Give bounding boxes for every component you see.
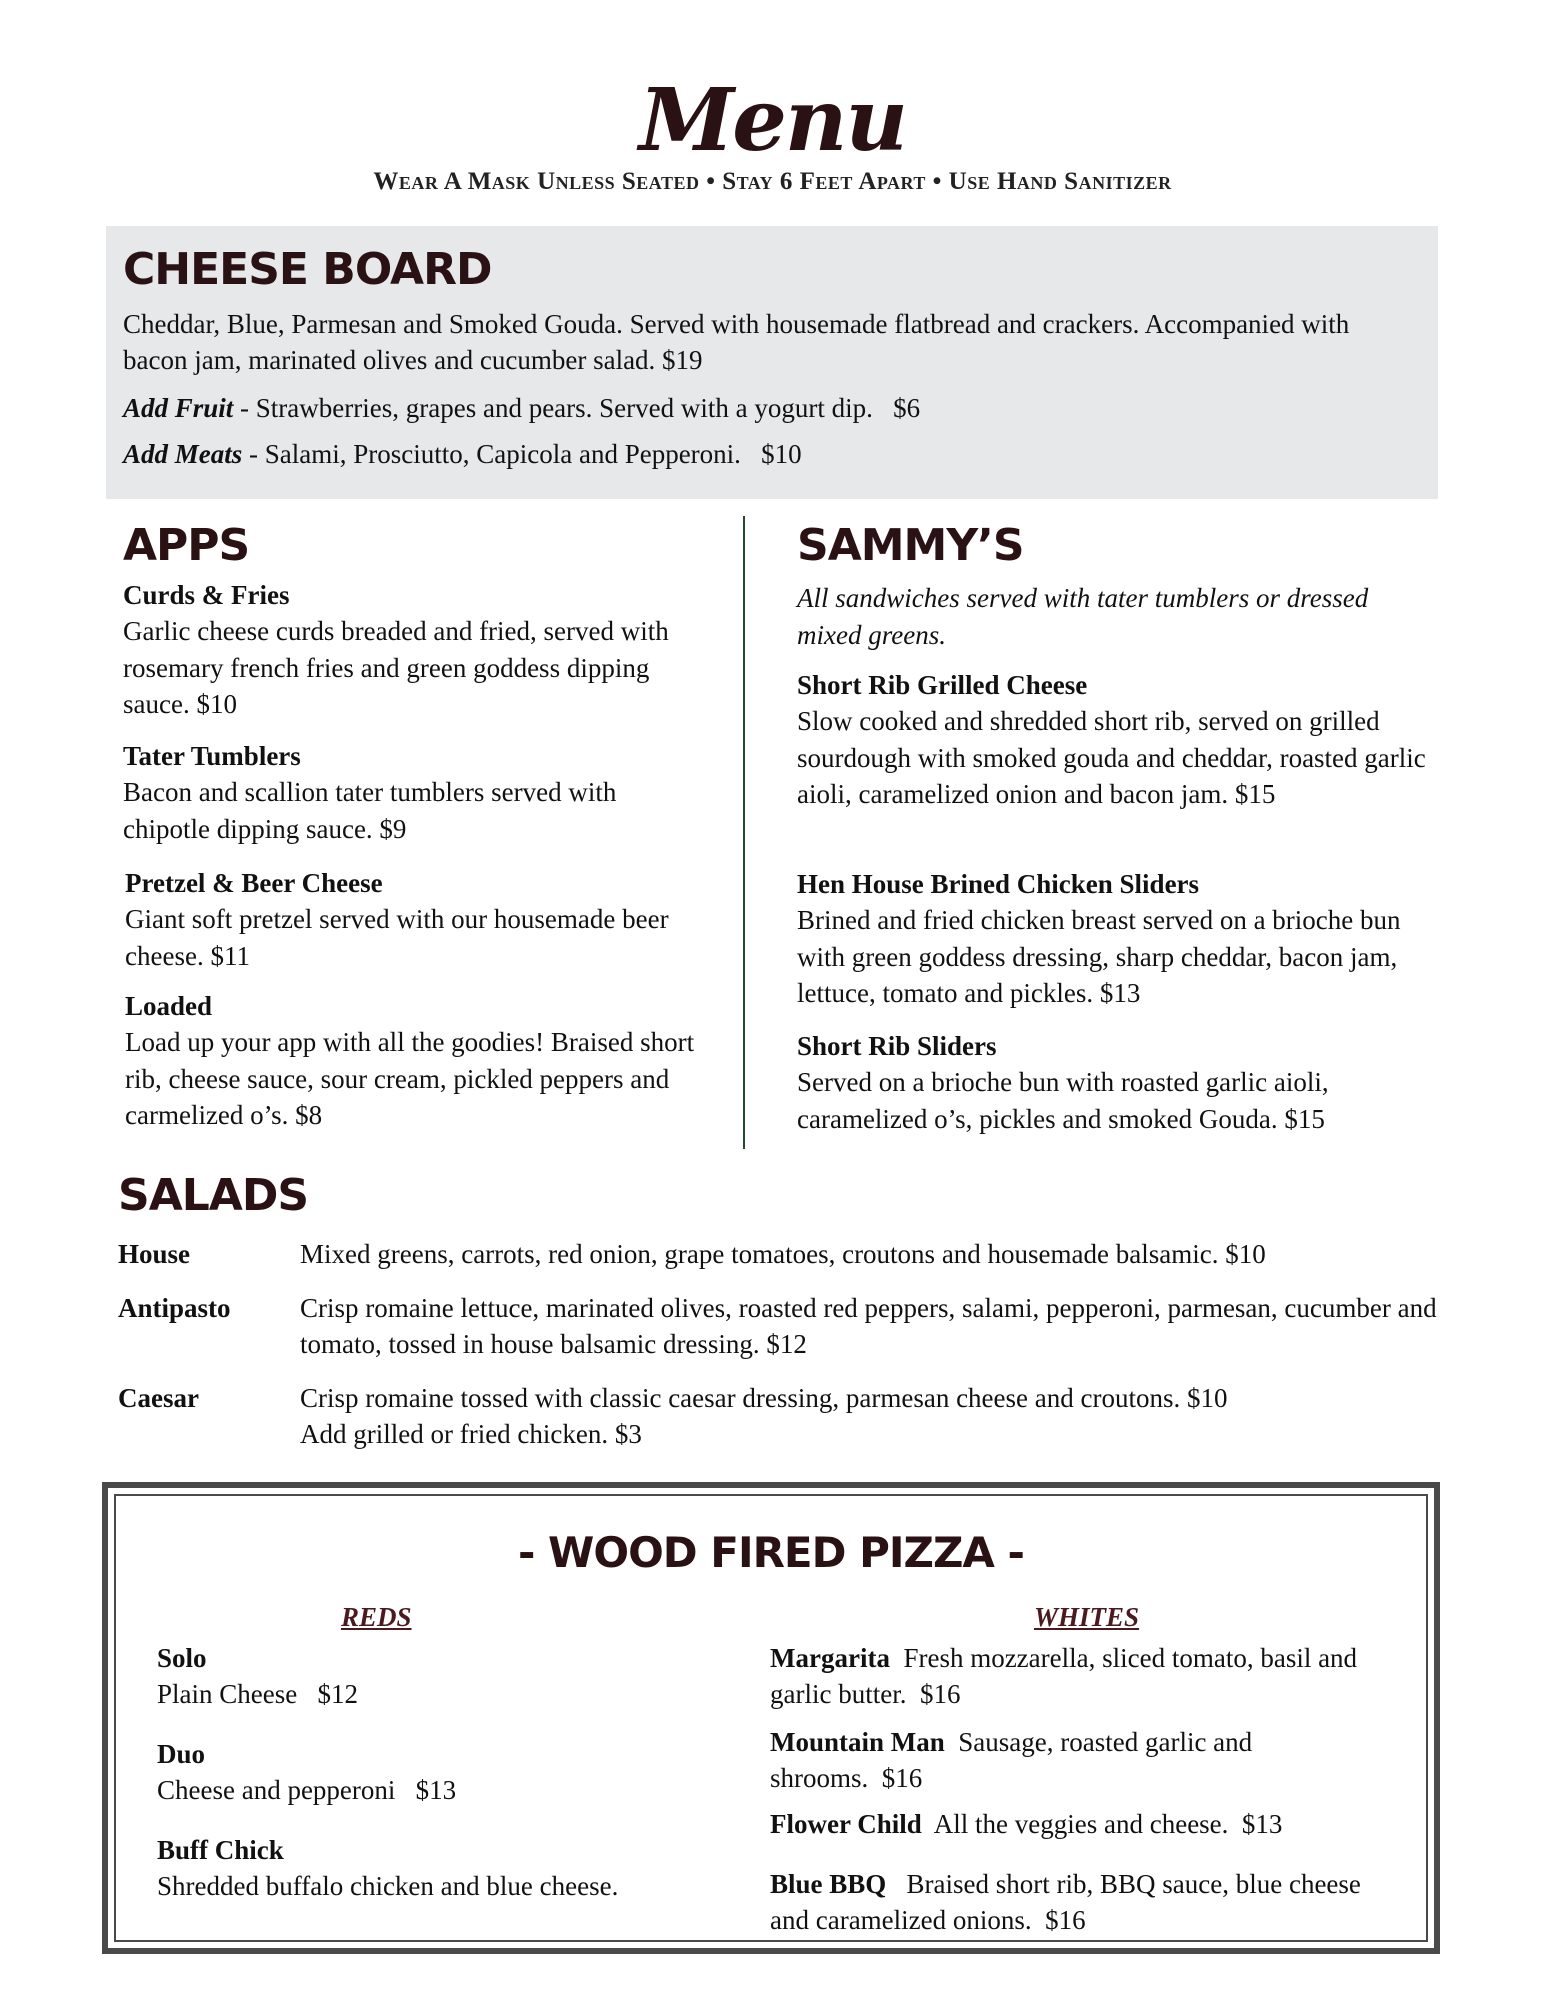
sammys-note: All sandwiches served with tater tumblers or dressed mixed greens.: [797, 583, 1369, 650]
pizza-item-white: [770, 1806, 1390, 1842]
salads-section: [118, 1170, 1448, 1449]
sammy-item-desc: Slow cooked and shredded short rib, served on grilled sourdough with smoked gouda and cheddar, roasted garlic aioli, caramelized onion and bacon jam. $15: [797, 706, 1426, 809]
pizza-heading: - WOOD FIRED PIZZA -: [518, 1528, 1024, 1577]
pizza-item-white: [770, 1640, 1390, 1712]
pizza-name: Buff Chick: [157, 1835, 284, 1865]
salad-desc: Mixed greens, carrots, red onion, grape tomatoes, croutons and housemade balsamic. $10: [300, 1239, 1266, 1269]
pizza-desc: Cheese and pepperoni $13: [157, 1775, 457, 1805]
pizza-desc: Fresh mozzarella, sliced tomato, basil and garlic butter. $16: [770, 1643, 1364, 1709]
add-meats-name: Add Meats: [123, 439, 243, 469]
sammys-section: [797, 520, 1437, 1134]
app-item: [125, 865, 705, 974]
pizza-section: [102, 1482, 1440, 1954]
whites-subheading: WHITES: [1034, 1602, 1140, 1632]
add-fruit-text: - Strawberries, grapes and pears. Served with a yogurt dip. $6: [233, 393, 921, 423]
pizza-item-white: [770, 1724, 1330, 1796]
cheese-board-description: Cheddar, Blue, Parmesan and Smoked Gouda. Served with housemade flatbread and crackers. Accompanied with bacon jam, marinated olives and cucumber salad. $19: [123, 309, 1350, 375]
menu-title: Menu: [639, 70, 906, 171]
pizza-desc: Plain Cheese $12: [157, 1679, 358, 1709]
safety-notice: Wear A Mask Unless Seated • Stay 6 Feet Apart • Use Hand Sanitizer: [373, 168, 1172, 195]
pizza-desc: Shredded buffalo chicken and blue cheese.: [157, 1871, 619, 1901]
pizza-desc: Braised short rib, BBQ sauce, blue cheese and caramelized onions. $16: [770, 1869, 1368, 1935]
pizza-name: Blue BBQ: [770, 1869, 887, 1899]
pizza-item-red: [157, 1736, 717, 1808]
sammy-item: [797, 1028, 1437, 1137]
cheese-board-section: [106, 226, 1438, 499]
pizza-desc: Sausage, roasted garlic and shrooms. $16: [770, 1727, 1259, 1793]
sammy-item-desc: Brined and fried chicken breast served on a brioche bun with green goddess dressing, sharp cheddar, bacon jam, lettuce, tomato and pickles. $13: [797, 905, 1401, 1008]
app-item: [123, 577, 703, 723]
app-item-name: Pretzel & Beer Cheese: [125, 868, 383, 898]
add-meats-text: - Salami, Prosciutto, Capicola and Pepperoni. $10: [242, 439, 802, 469]
salad-desc-addon: Add grilled or fried chicken. $3: [300, 1419, 642, 1449]
cheese-board-heading: CHEESE BOARD: [123, 244, 492, 295]
pizza-item-red: [157, 1640, 717, 1712]
add-fruit-name: Add Fruit: [123, 393, 234, 423]
sammy-item-name: Short Rib Sliders: [797, 1031, 997, 1061]
pizza-inner-frame: [114, 1494, 1428, 1942]
sammy-item-name: Hen House Brined Chicken Sliders: [797, 869, 1200, 899]
app-item-desc: Giant soft pretzel served with our housemade beer cheese. $11: [125, 904, 669, 971]
pizza-item-white: [770, 1866, 1370, 1938]
sammy-item: [797, 866, 1437, 1012]
salad-name: Caesar: [118, 1383, 199, 1413]
app-item-name: Tater Tumblers: [123, 741, 301, 771]
sammy-item-desc: Served on a brioche bun with roasted garlic aioli, caramelized o’s, pickles and smoked Gouda. $15: [797, 1067, 1329, 1134]
app-item-desc: Garlic cheese curds breaded and fried, served with rosemary french fries and green goddess dipping sauce. $10: [123, 616, 669, 719]
apps-heading: APPS: [123, 520, 250, 571]
salad-desc: Crisp romaine lettuce, marinated olives, roasted red peppers, salami, pepperoni, parmesan, cucumber and tomato, tossed in house balsamic dressing. $12: [300, 1293, 1437, 1359]
app-item: [125, 988, 705, 1134]
pizza-name: Duo: [157, 1739, 206, 1769]
add-fruit-line: [123, 393, 920, 424]
salad-name: House: [118, 1239, 191, 1269]
salad-desc: [300, 1380, 1440, 1452]
add-meats-line: [123, 439, 802, 470]
sammys-heading: SAMMY’S: [797, 520, 1024, 571]
column-divider: [743, 516, 745, 1149]
salad-desc-line: Crisp romaine tossed with classic caesar dressing, parmesan cheese and croutons. $10: [300, 1383, 1228, 1413]
pizza-item-red: [157, 1832, 737, 1904]
pizza-name: Mountain Man: [770, 1727, 945, 1757]
app-item-desc: Bacon and scallion tater tumblers served with chipotle dipping sauce. $9: [123, 777, 617, 844]
pizza-name: Solo: [157, 1643, 207, 1673]
app-item: [123, 738, 703, 847]
app-item-desc: Load up your app with all the goodies! Braised short rib, cheese sauce, sour cream, pickled peppers and carmelized o’s. $8: [125, 1027, 695, 1130]
sammy-item-name: Short Rib Grilled Cheese: [797, 670, 1088, 700]
apps-section: [123, 520, 703, 1130]
pizza-name: Flower Child: [770, 1809, 922, 1839]
salads-heading: SALADS: [118, 1170, 309, 1221]
pizza-name: Margarita: [770, 1643, 890, 1673]
app-item-name: Curds & Fries: [123, 580, 290, 610]
reds-subheading: REDS: [341, 1602, 412, 1632]
sammy-item: [797, 667, 1437, 813]
pizza-desc: All the veggies and cheese. $13: [921, 1809, 1283, 1839]
salad-name: Antipasto: [118, 1293, 231, 1323]
app-item-name: Loaded: [125, 991, 213, 1021]
